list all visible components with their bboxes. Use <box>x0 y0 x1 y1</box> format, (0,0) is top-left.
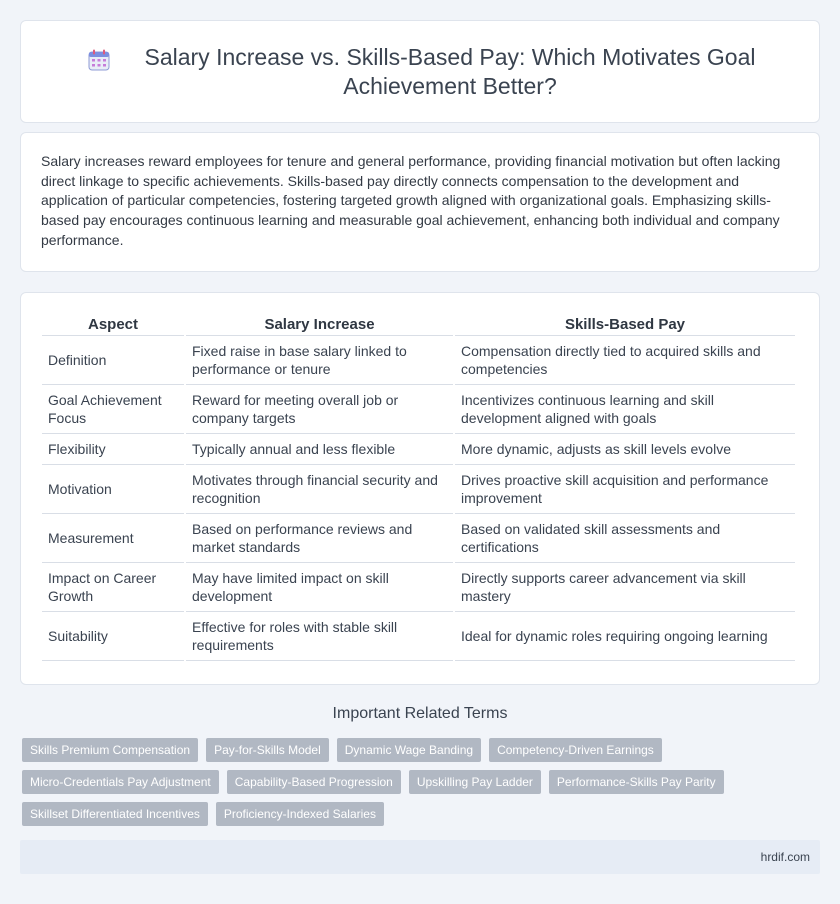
cell-skills-based-pay: Drives proactive skill acquisition and performance improvement <box>455 465 795 514</box>
related-term-tag[interactable]: Performance-Skills Pay Parity <box>549 770 724 794</box>
table-row <box>42 336 795 385</box>
cell-salary-increase: May have limited impact on skill development <box>186 563 453 612</box>
related-term-tag[interactable]: Upskilling Pay Ladder <box>409 770 541 794</box>
related-terms-list <box>22 738 822 834</box>
header-skills-based-pay: Skills-Based Pay <box>455 313 795 336</box>
cell-aspect: Measurement <box>42 514 184 563</box>
cell-salary-increase: Effective for roles with stable skill requirements <box>186 612 453 661</box>
related-terms-heading: Important Related Terms <box>332 705 508 722</box>
table-row <box>42 385 795 434</box>
title-card <box>20 20 820 123</box>
table-row <box>42 465 795 514</box>
cell-aspect: Goal Achievement Focus <box>42 385 184 434</box>
comparison-card <box>20 292 820 685</box>
table-header-row <box>42 313 795 336</box>
table-row <box>42 612 795 661</box>
cell-skills-based-pay: Compensation directly tied to acquired skills and competencies <box>455 336 795 385</box>
related-term-tag[interactable]: Micro-Credentials Pay Adjustment <box>22 770 219 794</box>
cell-skills-based-pay: Incentivizes continuous learning and skill development aligned with goals <box>455 385 795 434</box>
comparison-table <box>40 313 797 661</box>
intro-paragraph: Salary increases reward employees for tenure and general performance, providing financial motivation but often lacking direct linkage to specific achievements. Skills-based pay directly connects compensation to the development and application of particular competencies, fostering targeted growth aligned with organizational goals. Emphasizing skills-based pay encourages continuous learning and measurable goal achievement, enhancing both individual and company performance. <box>41 153 781 248</box>
related-term-tag[interactable]: Skillset Differentiated Incentives <box>22 802 208 826</box>
cell-salary-increase: Typically annual and less flexible <box>186 434 453 465</box>
related-term-tag[interactable]: Dynamic Wage Banding <box>337 738 481 762</box>
cell-skills-based-pay: Based on validated skill assessments and certifications <box>455 514 795 563</box>
table-row <box>42 434 795 465</box>
cell-skills-based-pay: Ideal for dynamic roles requiring ongoing learning <box>455 612 795 661</box>
cell-aspect: Motivation <box>42 465 184 514</box>
cell-salary-increase: Reward for meeting overall job or company targets <box>186 385 453 434</box>
related-term-tag[interactable]: Competency-Driven Earnings <box>489 738 662 762</box>
related-term-tag[interactable]: Skills Premium Compensation <box>22 738 198 762</box>
cell-skills-based-pay: More dynamic, adjusts as skill levels evolve <box>455 434 795 465</box>
table-row <box>42 563 795 612</box>
header-salary-increase: Salary Increase <box>186 313 453 336</box>
cell-aspect: Suitability <box>42 612 184 661</box>
related-term-tag[interactable]: Capability-Based Progression <box>227 770 401 794</box>
header-aspect: Aspect <box>42 313 184 336</box>
cell-salary-increase: Motivates through financial security and recognition <box>186 465 453 514</box>
cell-salary-increase: Based on performance reviews and market standards <box>186 514 453 563</box>
page-title: Salary Increase vs. Skills-Based Pay: Which Motivates Goal Achievement Better? <box>144 44 756 99</box>
footer-site-link[interactable]: hrdif.com <box>760 850 810 864</box>
footer <box>20 840 820 874</box>
cell-aspect: Definition <box>42 336 184 385</box>
cell-aspect: Impact on Career Growth <box>42 563 184 612</box>
cell-salary-increase: Fixed raise in base salary linked to performance or tenure <box>186 336 453 385</box>
related-term-tag[interactable]: Pay-for-Skills Model <box>206 738 329 762</box>
related-term-tag[interactable]: Proficiency-Indexed Salaries <box>216 802 384 826</box>
cell-skills-based-pay: Directly supports career advancement via skill mastery <box>455 563 795 612</box>
cell-aspect: Flexibility <box>42 434 184 465</box>
table-row <box>42 514 795 563</box>
intro-card <box>20 132 820 272</box>
